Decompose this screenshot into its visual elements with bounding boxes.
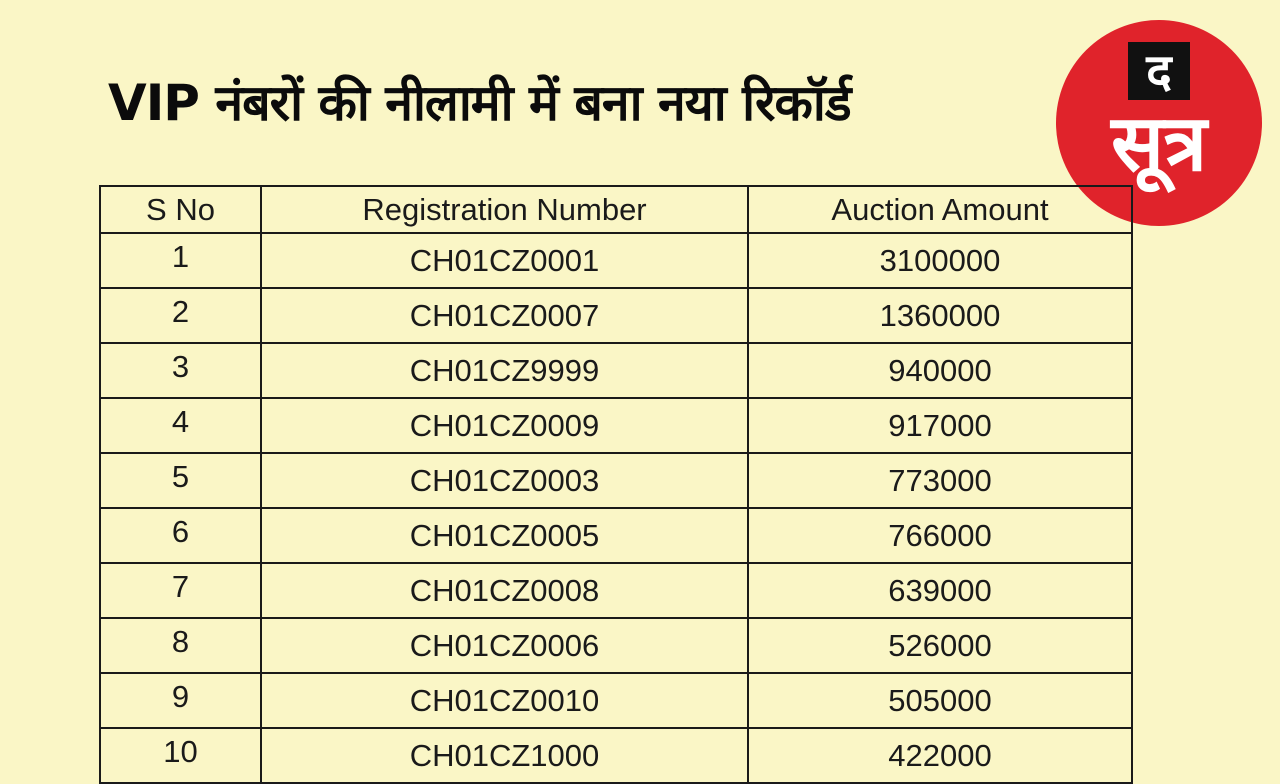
auction-table (99, 185, 1133, 784)
table-row (100, 563, 1132, 618)
cell-auction-amount: 1360000 (748, 288, 1132, 343)
cell-s-no: 4 (100, 398, 261, 453)
header-s-no: S No (100, 186, 261, 233)
cell-s-no: 5 (100, 453, 261, 508)
cell-registration-number: CH01CZ0008 (261, 563, 748, 618)
logo-main-text: सूत्र (1111, 99, 1207, 189)
cell-registration-number: CH01CZ0007 (261, 288, 748, 343)
cell-s-no: 8 (100, 618, 261, 673)
auction-table-container (99, 185, 1131, 773)
table-row (100, 343, 1132, 398)
header-registration-number: Registration Number (261, 186, 748, 233)
cell-auction-amount: 505000 (748, 673, 1132, 728)
cell-auction-amount: 639000 (748, 563, 1132, 618)
cell-auction-amount: 917000 (748, 398, 1132, 453)
cell-s-no: 3 (100, 343, 261, 398)
cell-registration-number: CH01CZ9999 (261, 343, 748, 398)
cell-registration-number: CH01CZ0006 (261, 618, 748, 673)
cell-registration-number: CH01CZ0003 (261, 453, 748, 508)
cell-auction-amount: 422000 (748, 728, 1132, 783)
header-auction-amount: Auction Amount (748, 186, 1132, 233)
cell-registration-number: CH01CZ0010 (261, 673, 748, 728)
cell-auction-amount: 773000 (748, 453, 1132, 508)
cell-auction-amount: 526000 (748, 618, 1132, 673)
cell-registration-number: CH01CZ0001 (261, 233, 748, 288)
headline: VIP नंबरों की नीलामी में बना नया रिकॉर्ड (108, 74, 851, 132)
cell-s-no: 1 (100, 233, 261, 288)
logo-top-text: द (1146, 44, 1172, 100)
table-row (100, 618, 1132, 673)
table-row (100, 398, 1132, 453)
cell-registration-number: CH01CZ0009 (261, 398, 748, 453)
cell-s-no: 10 (100, 728, 261, 783)
cell-s-no: 9 (100, 673, 261, 728)
table-row (100, 453, 1132, 508)
cell-auction-amount: 940000 (748, 343, 1132, 398)
cell-s-no: 2 (100, 288, 261, 343)
cell-s-no: 6 (100, 508, 261, 563)
cell-auction-amount: 3100000 (748, 233, 1132, 288)
table-header-row (100, 186, 1132, 233)
table-row (100, 233, 1132, 288)
table-row (100, 728, 1132, 783)
cell-registration-number: CH01CZ0005 (261, 508, 748, 563)
cell-registration-number: CH01CZ1000 (261, 728, 748, 783)
table-row (100, 288, 1132, 343)
cell-auction-amount: 766000 (748, 508, 1132, 563)
table-row (100, 508, 1132, 563)
cell-s-no: 7 (100, 563, 261, 618)
